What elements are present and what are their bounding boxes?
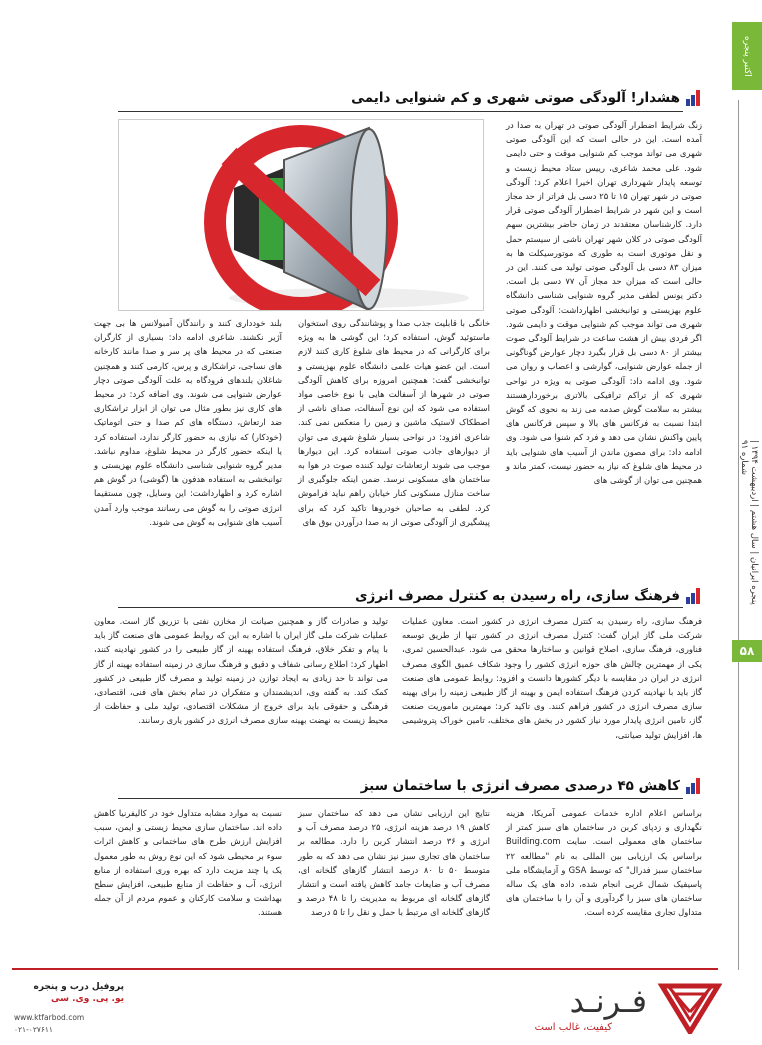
brand-slogan: کیفیت، غالب است: [534, 1022, 612, 1033]
article3-column-right: براساس اعلام اداره خدمات عمومی آمریکا، هزینه نگهداری و زدپای کربن در ساختمان های سبز کمتر از ساختمان های معمولی است. سایت Building.com براساس یک ارزیابی بین المللی به نام "مطالعه ۲۲ ساختمان سبز فدرال" که توسط GSA و آزمایشگاه ملی پاسیفیک شمال غربی انجام شده، داده های یک ساله ساختمان های سبز را گردآوری و آن را با ساختمان های متداول تجاری مقایسه کرده است.: [506, 808, 703, 918]
product-label: پروفیل درب و پنجره: [33, 982, 124, 992]
article1-column-left: بلند خودداری کنند و رانندگان آمبولانس ها بی جهت آژیر نکشند. شاعری ادامه داد: بسیاری از کارگران صنعتی که در محیط های پر سر و صدا مانند کارخانه های نساجی، تراشکاری و پرس، کارمی کنند و همچنین شاغلان بلندهای فرودگاه به علت آلودگی صوتی دچار عوارض شنوایی می شوند. وی اضافه کرد: در محیط های کاری نیز بطور مثال می توان از ابزار تراشکاری ضد ارتعاش، دستگاه های کم صدا و حتی اتوماتیک (خودکار) که نیازی به حضور کارگر ندارد، استفاده کرد یا اینکه حضور کارگر در محیط شلوغ، مداوم نباشد. مدیر گروه شنوایی شناسی دانشگاه علوم بهزیستی و توانبخشی به استفاده هدفون ها (گوشی) در گوش هم اشاره کرد و اظهارداشت: این وسایل، چون مستقیما انرژی صوتی را به گوش می رسانند موجب وارد آمدن آسیب های شنوایی به گوش می شوند.: [94, 318, 282, 527]
bar-chart-icon: [686, 588, 700, 604]
article1-rule: [118, 111, 683, 112]
article1-headline-text: هشدار! آلودگی صوتی شهری و کم شنوایی دایمی: [351, 90, 680, 106]
right-sidebar: [732, 0, 762, 1045]
bar-chart-icon: [686, 778, 700, 794]
article2-headline: [355, 588, 700, 604]
article1-column-right: زنگ شرایط اضطرار آلودگی صوتی در تهران به صدا در آمده است. این در حالی است که این آلودگی صوتی شهری می تواند موجب کم شنوایی موقت و حتی دایمی شود. علی محمد شاعری، رییس ستاد محیط زیست و توسعه پایدار شهرداری تهران اخیرا اعلام کرد: آلودگی صوتی در شهر تهران ۱۵ تا ۲۵ دسی بل فراتر از حد مجاز است و این شهر در شرایط اضطرار آلودگی صوتی قرار دارد. کارشناسان معتقدند در زمان حاضر بیشترین سهم آلودگی صوتی در کلان شهر تهران ناشی از سیستم حمل و نقل موتوری است به طوری که موتورسیکلت ها به میزان ۸۳ دسی بل آلودگی صوتی تولید می کنند. این در حالی است که میزان حد مجاز آن ۷۷ دسی بل است. دکتر یونس لطفی مدیر گروه شنوایی شناسی دانشگاه علوم بهزیستی و توانبخشی اظهارداشت: آلودگی صوتی شهری می تواند موجب کم شنوایی موقت و دایمی شود. اگر فردی بیش از هشت ساعت در شرایط آلودگی صوت بیشتر از ۸۰ دسی بل قرار بگیرد دچار عوارض گوناگونی از جمله عوارض شنوایی، گوارشی و اعصاب و روان می شود. وی ادامه داد: آلودگی صوتی به ویژه در نواحی شهری که از تراکم ترافیکی بالاتری برخوردارهستند بیشتر به سلامت گوش صدمه می زند به نحوی که گوش ابتدا نسبت به فرکانس های بالا و سپس فرکانس های پایین واکنش نشان می دهد و فرد کم شنوا می شود. وی ادامه داد: برای مصون ماندن از آسیب های شنوایی باید در محیط های شلوغ که نیاز به حضور نیست، کمتر ماند و همچنین می توان از گوشی های: [506, 120, 702, 486]
article1-column-middle: خانگی با قابلیت جذب صدا و پوشانندگی روی استخوان ماستوئید گوش، استفاده کرد؛ این گوشی ها به ویژه برای کارگرانی که در محیط های شلوغ کاری کنند لازم است. این عضو هیات علمی دانشگاه علوم بهزیستی و توانبخشی گفت: همچنین امروزه برای کاهش آلودگی صوتی در شهرها از آسفالت هایی با نوع خاصی مواد استفاده می شود که این نوع آسفالت، صدای ناشی از اصطکاک لاستیک ماشین و زمین را منعکس نمی کند. شاعری افزود: در نواحی بسیار شلوغ شهری می توان از دیوارهای جاذب صوتی استفاده کرد. این دیوارها موجب می شوند ارتعاشات تولید کننده صوت در هوا به ساختمان های مسکونی نرسد. ضمن اینکه جلوگیری از ساخت منازل مسکونی کنار خیابان راهم نباید فراموش کرد. لطفی به صاحبان خودروها تاکید کرد که برای پیشگیری از آلودگی صوتی از به صدا درآوردن بوق های: [298, 318, 490, 527]
issue-info: [738, 440, 760, 630]
article1-headline: [351, 90, 700, 106]
footer-rule: [12, 968, 718, 970]
section-tab: [732, 22, 762, 90]
article2-headline-text: فرهنگ سازی، راه رسیدن به کنترل مصرف انرژی: [355, 588, 680, 604]
issue-line: پنجره ایرانیان | سال هشتم | اردیبهشت ۱۳۹۴ | شماره ۹۱: [739, 440, 759, 605]
farbod-logo-icon: [658, 982, 722, 1034]
article2-column-right: فرهنگ سازی، راه رسیدن به کنترل مصرف انرژی در کشور است. معاون عملیات شرکت ملی گاز ایران گفت: کنترل مصرف انرژی در کشور تنها از طریق توسعه فناوری، فرهنگ سازی، اصلاح قوانین و ساختارها محقق می شود. عبدالحسین ثمری، یکی از مهمترین چالش های حوزه انرژی کشور را وجود شکاف عمیق الگوی مصرف انرژی در ایران در مقایسه با دیگر کشورها دانست و افزود: روابط عمومی های صنعت گاز باید با نهادینه کردن فرهنگ استفاده ایمن و بهینه از گاز طبیعی زمینه را برای بهینه سازی مصرف انرژی در کشور فراهم کنند. وی تاکید کرد: مهمترین ماموریت صنعت گاز، تامین انرژی پایدار مورد نیاز کشور در بخش های مختلف، تامین خوراک پتروشیمی ها، افزایش تولید صیانتی،: [402, 616, 702, 740]
article2-column-left: تولید و صادرات گاز و همچنین صیانت از مخازن نفتی با تزریق گاز است. معاون عملیات شرکت ملی گاز ایران با اشاره به این که روابط عمومی های صنعت گاز باید با پیام و تفکر خلاق، فرهنگ استفاده بهینه از گاز طبیعی را در کشور نهادینه کنند، اظهار کرد: اطلاع رسانی شفاف و دقیق و فرهنگ سازی در زمینه استفاده بهینه از گاز می تواند تا حد زیادی به ایجاد توازن در زمینه تولید و مصرف گاز طبیعی در کشور کمک کند. به گفته وی، اندیشمندان و متفکران در تمام بخش های فنی، اقتصادی، فرهنگی و حقوقی باید برای خروج از مشکلات اقتصادی، تولید ملی و حفاظت از محیط زیست به نهضت بهینه سازی مصرف انرژی در کشور یاری رسانند.: [94, 616, 388, 726]
article3-column-middle: نتایج این ارزیابی نشان می دهد که ساختمان سبز کاهش ۱۹ درصد هزینه انرژی، ۲۵ درصد مصرف آب و انرژی و ۳۶ درصد انتشار کربن را دارد. مطالعه بر ساختمان های تجاری سبز نیز نشان می دهد که به طور متوسط ۵۰ تا ۸۰ درصد انتشار گازهای گلخانه ای، مصرف آب و ضایعات جامد کاهش یافته است و انتشار گازهای گلخانه ای مربوط به مدیریت را تا ۴۸ درصد و گازهای گلخانه ای مرتبط با حمل و نقل را تا ۵ درصد: [298, 808, 491, 918]
article3-column-left: نسبت به موارد مشابه متداول خود در کالیفرنیا کاهش داده اند. ساختمان سازی محیط زیستی و ایمن، سبب افزایش ارزش طرح های ساختمانی و کاهش اثرات سوء بر محیطی شود که این نوع روش به طور معمول یک یا چند مزیت دارد که بهره وری استفاده از منابع انرژی، آب و حفاظت از منابع طبیعی، افزایش سطح بهداشت و سلامت کارکنان و عموم مردم از آن جمله هستند.: [94, 808, 282, 918]
website: www.ktfarbod.com: [14, 1013, 85, 1022]
bar-chart-icon: [686, 90, 700, 106]
brand-name: فـرنـد: [569, 982, 647, 1020]
material-label: یو. پی. وی. سی: [51, 994, 124, 1004]
speaker-no-sign-image: [118, 119, 484, 311]
footer-contact: [14, 982, 124, 1034]
brand-block: [372, 980, 732, 1040]
section-tab-label: اکتبر پنجره: [742, 35, 752, 77]
phone: ۰۲۱-۰۲۷۶۱۱: [14, 1025, 53, 1034]
page-number: ۵۸: [732, 640, 762, 662]
article3-rule: [118, 798, 683, 799]
no-sound-icon: [119, 120, 483, 310]
article3-headline: [361, 778, 700, 794]
article2-rule: [118, 607, 683, 608]
article3-headline-text: کاهش ۴۵ درصدی مصرف انرژی با ساختمان سبز: [360, 778, 680, 794]
